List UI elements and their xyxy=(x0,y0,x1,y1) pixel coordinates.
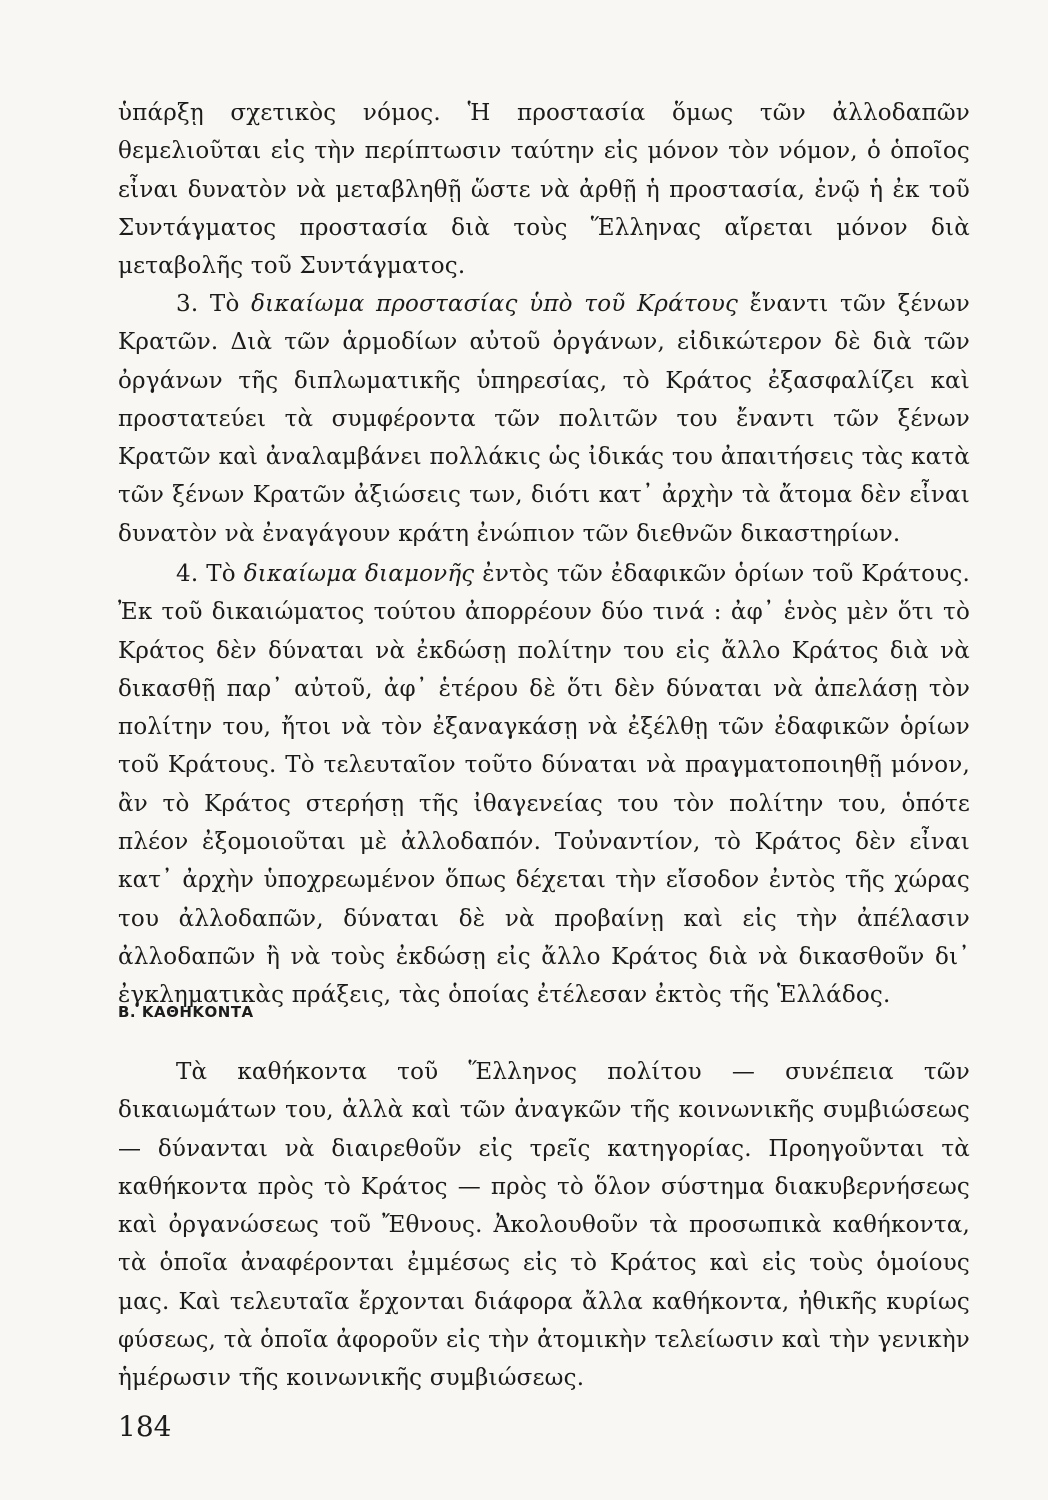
italic-term: δικαίωμα διαμονῆς xyxy=(243,561,475,587)
paragraph-protection-law xyxy=(118,94,970,285)
section-heading: Β. ΚΑΘΗΚΟΝΤΑ xyxy=(118,1003,254,1021)
paragraph-right-of-residence xyxy=(118,555,970,1015)
page-number: 184 xyxy=(118,1410,172,1443)
paragraph-text: 4. Τὸ xyxy=(176,561,244,587)
paragraph-text: 3. Τὸ xyxy=(176,291,252,317)
paragraph-duties xyxy=(118,1053,970,1398)
paragraph-right-of-protection xyxy=(118,285,970,553)
paragraph-text: ἔναντι τῶν ξένων Κρατῶν. Διὰ τῶν ἁρμοδίων αὐτοῦ ὀργάνων, εἰδικώτερον δὲ διὰ τῶν ὀργάνων τῆς διπλωματικῆς ὑπηρεσίας, τὸ Κράτος ἐξασφαλίζει καὶ προστατεύει τὰ συμφέροντα τῶν πολιτῶν του ἔναντι τῶν ξένων Κρατῶν καὶ ἀναλαμβάνει πολλάκις ὡς ἰδικάς του ἀπαιτήσεις τὰς κατὰ τῶν ξένων Κρατῶν ἀξιώσεις των, διότι κατ᾽ ἀρχὴν τὰ ἄτομα δὲν εἶναι δυνατὸν νὰ ἐναγάγουν κράτη ἐνώπιον τῶν διεθνῶν δικαστηρίων. xyxy=(118,291,970,547)
paragraph-text: Τὰ καθήκοντα τοῦ Ἕλληνος πολίτου — συνέπεια τῶν δικαιωμάτων του, ἀλλὰ καὶ τῶν ἀναγκῶν τῆς κοινωνικῆς συμβιώσεως — δύνανται νὰ διαιρεθοῦν εἰς τρεῖς κατηγορίας. Προηγοῦνται τὰ καθήκοντα πρὸς τὸ Κράτος — πρὸς τὸ ὅλον σύστημα διακυβερνήσεως καὶ ὀργανώσεως τοῦ Ἔθνους. Ἀκολουθοῦν τὰ προσωπικὰ καθήκοντα, τὰ ὁποῖα ἀναφέρονται ἐμμέσως εἰς τὸ Κράτος καὶ εἰς τοὺς ὁμοίους μας. Καὶ τελευταῖα ἔρχονται διάφορα ἄλλα καθήκοντα, ἠθικῆς κυρίως φύσεως, τὰ ὁποῖα ἀφοροῦν εἰς τὴν ἀτομικὴν τελείωσιν καὶ τὴν γενικὴν ἡμέρωσιν τῆς κοινωνικῆς συμβιώσεως. xyxy=(118,1059,970,1392)
paragraph-text: ἐντὸς τῶν ἐδαφικῶν ὁρίων τοῦ Κράτους. Ἐκ τοῦ δικαιώματος τούτου ἀπορρέουν δύο τινά : ἀφ᾽ ἑνὸς μὲν ὅτι τὸ Κράτος δὲν δύναται νὰ ἐκδώσῃ πολίτην του εἰς ἄλλο Κράτος διὰ νὰ δικασθῇ παρ᾽ αὐτοῦ, ἀφ᾽ ἑτέρου δὲ ὅτι δὲν δύναται νὰ ἀπελάσῃ τὸν πολίτην του, ἤτοι νὰ τὸν ἐξαναγκάσῃ νὰ ἐξέλθῃ τῶν ἐδαφικῶν ὁρίων τοῦ Κράτους. Τὸ τελευταῖον τοῦτο δύναται νὰ πραγματοποιηθῇ μόνον, ἂν τὸ Κράτος στερήσῃ τῆς ἰθαγενείας του τὸν πολίτην του, ὁπότε πλέον ἐξομοιοῦται μὲ ἀλλοδαπόν. Τοὐναντίον, τὸ Κράτος δὲν εἶναι κατ᾽ ἀρχὴν ὑποχρεωμένον ὅπως δέχεται τὴν εἴσοδον ἐντὸς τῆς χώρας του ἀλλοδαπῶν, δύναται δὲ νὰ προβαίνῃ καὶ εἰς τὴν ἀπέλασιν ἀλλοδαπῶν ἢ νὰ τοὺς ἐκδώσῃ εἰς ἄλλο Κράτος διὰ νὰ δικασθοῦν δι᾽ ἐγκληματικὰς πράξεις, τὰς ὁποίας ἐτέλεσαν ἐκτὸς τῆς Ἑλλάδος. xyxy=(118,561,970,1009)
italic-term: δικαίωμα προστασίας ὑπὸ τοῦ Κράτους xyxy=(251,291,739,317)
paragraph-text: ὑπάρξῃ σχετικὸς νόμος. Ἡ προστασία ὅμως τῶν ἀλλοδαπῶν θεμελιοῦται εἰς τὴν περίπτωσιν ταύτην εἰς μόνον τὸν νόμον, ὁ ὁποῖος εἶναι δυνατὸν νὰ μεταβληθῇ ὥστε νὰ ἀρθῇ ἡ προστασία, ἐνῷ ἡ ἐκ τοῦ Συντάγματος προστασία διὰ τοὺς Ἕλληνας αἴρεται μόνον διὰ μεταβολῆς τοῦ Συντάγματος. xyxy=(118,100,970,280)
